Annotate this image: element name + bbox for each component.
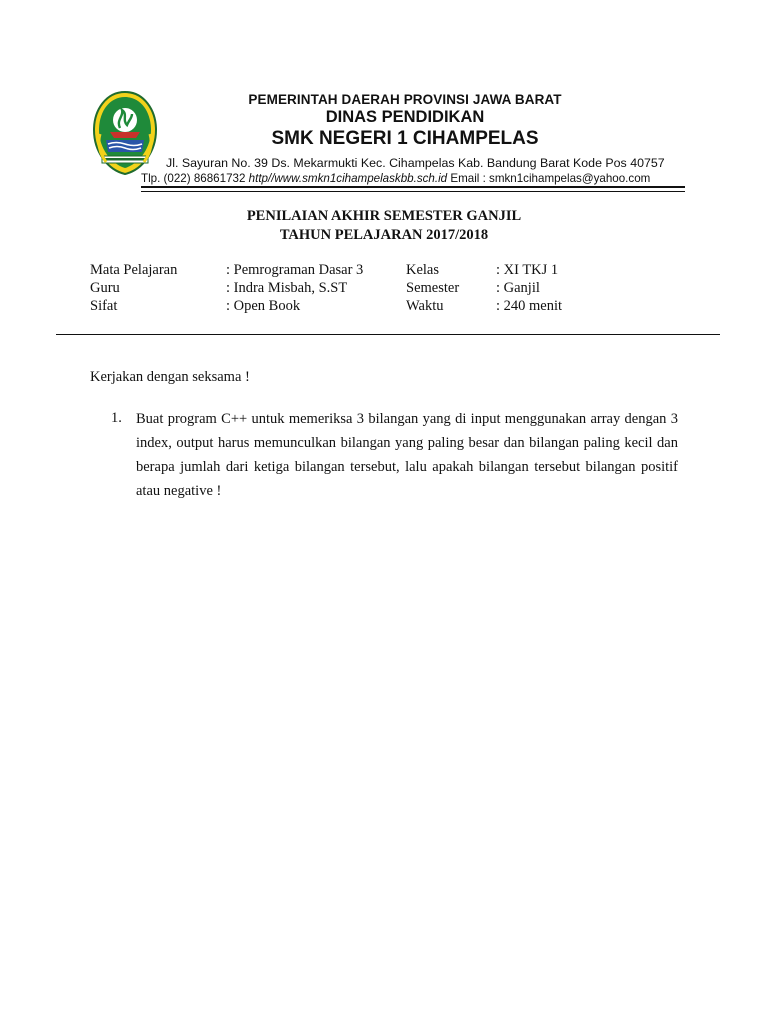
academic-year: TAHUN PELAJARAN 2017/2018: [279, 227, 489, 243]
school-name: SMK NEGERI 1 CIHAMPELAS: [271, 128, 539, 149]
info-label: Kelas: [406, 262, 440, 278]
info-label: Sifat: [90, 298, 118, 314]
instructions: Kerjakan dengan seksama !: [90, 369, 250, 385]
department-name: DINAS PENDIDIKAN: [325, 108, 485, 126]
school-address: Jl. Sayuran No. 39 Ds. Mekarmukti Kec. Cihampelas Kab. Bandung Barat Kode Pos 40757: [166, 156, 665, 170]
letterhead-thin-rule: [141, 191, 685, 192]
info-row-subject: [90, 262, 690, 280]
info-row-teacher: [90, 280, 690, 298]
question-number: 1.: [111, 410, 122, 426]
phone-number: Tlp. (022) 86861732: [141, 172, 246, 185]
info-label: Guru: [90, 280, 120, 296]
info-value: : Open Book: [226, 298, 301, 314]
info-value: : Pemrograman Dasar 3: [226, 262, 364, 278]
info-label: Mata Pelajaran: [90, 262, 178, 278]
info-label: Waktu: [406, 298, 444, 314]
contact-line: [141, 172, 650, 185]
website-link[interactable]: http//www.smkn1cihampelaskbb.sch.id: [248, 172, 448, 185]
section-divider: [56, 334, 720, 335]
west-java-province-emblem-icon: [92, 90, 158, 176]
info-value: : Ganjil: [496, 280, 540, 296]
info-row-type: [90, 298, 690, 316]
email-address: Email : smkn1cihampelas@yahoo.com: [450, 172, 651, 185]
government-name: PEMERINTAH DAERAH PROVINSI JAWA BARAT: [248, 92, 562, 107]
exam-info-table: [90, 262, 690, 316]
question-text: Buat program C++ untuk memeriksa 3 bilangan yang di input menggunakan array dengan 3 index, output harus memunculkan bilangan yang paling besar dan bilangan paling kecil dan berapa jumlah dari ketiga bilangan tersebut, lalu apakah bilangan tersebut bilangan positif atau negative !: [136, 411, 678, 499]
letterhead-thick-rule: [141, 186, 685, 188]
info-label: Semester: [406, 280, 460, 296]
info-value: : Indra Misbah, S.ST: [226, 280, 348, 296]
info-value: : 240 menit: [496, 298, 563, 314]
info-value: : XI TKJ 1: [496, 262, 559, 278]
letterhead: [0, 0, 768, 200]
exam-title: PENILAIAN AKHIR SEMESTER GANJIL: [246, 208, 522, 224]
